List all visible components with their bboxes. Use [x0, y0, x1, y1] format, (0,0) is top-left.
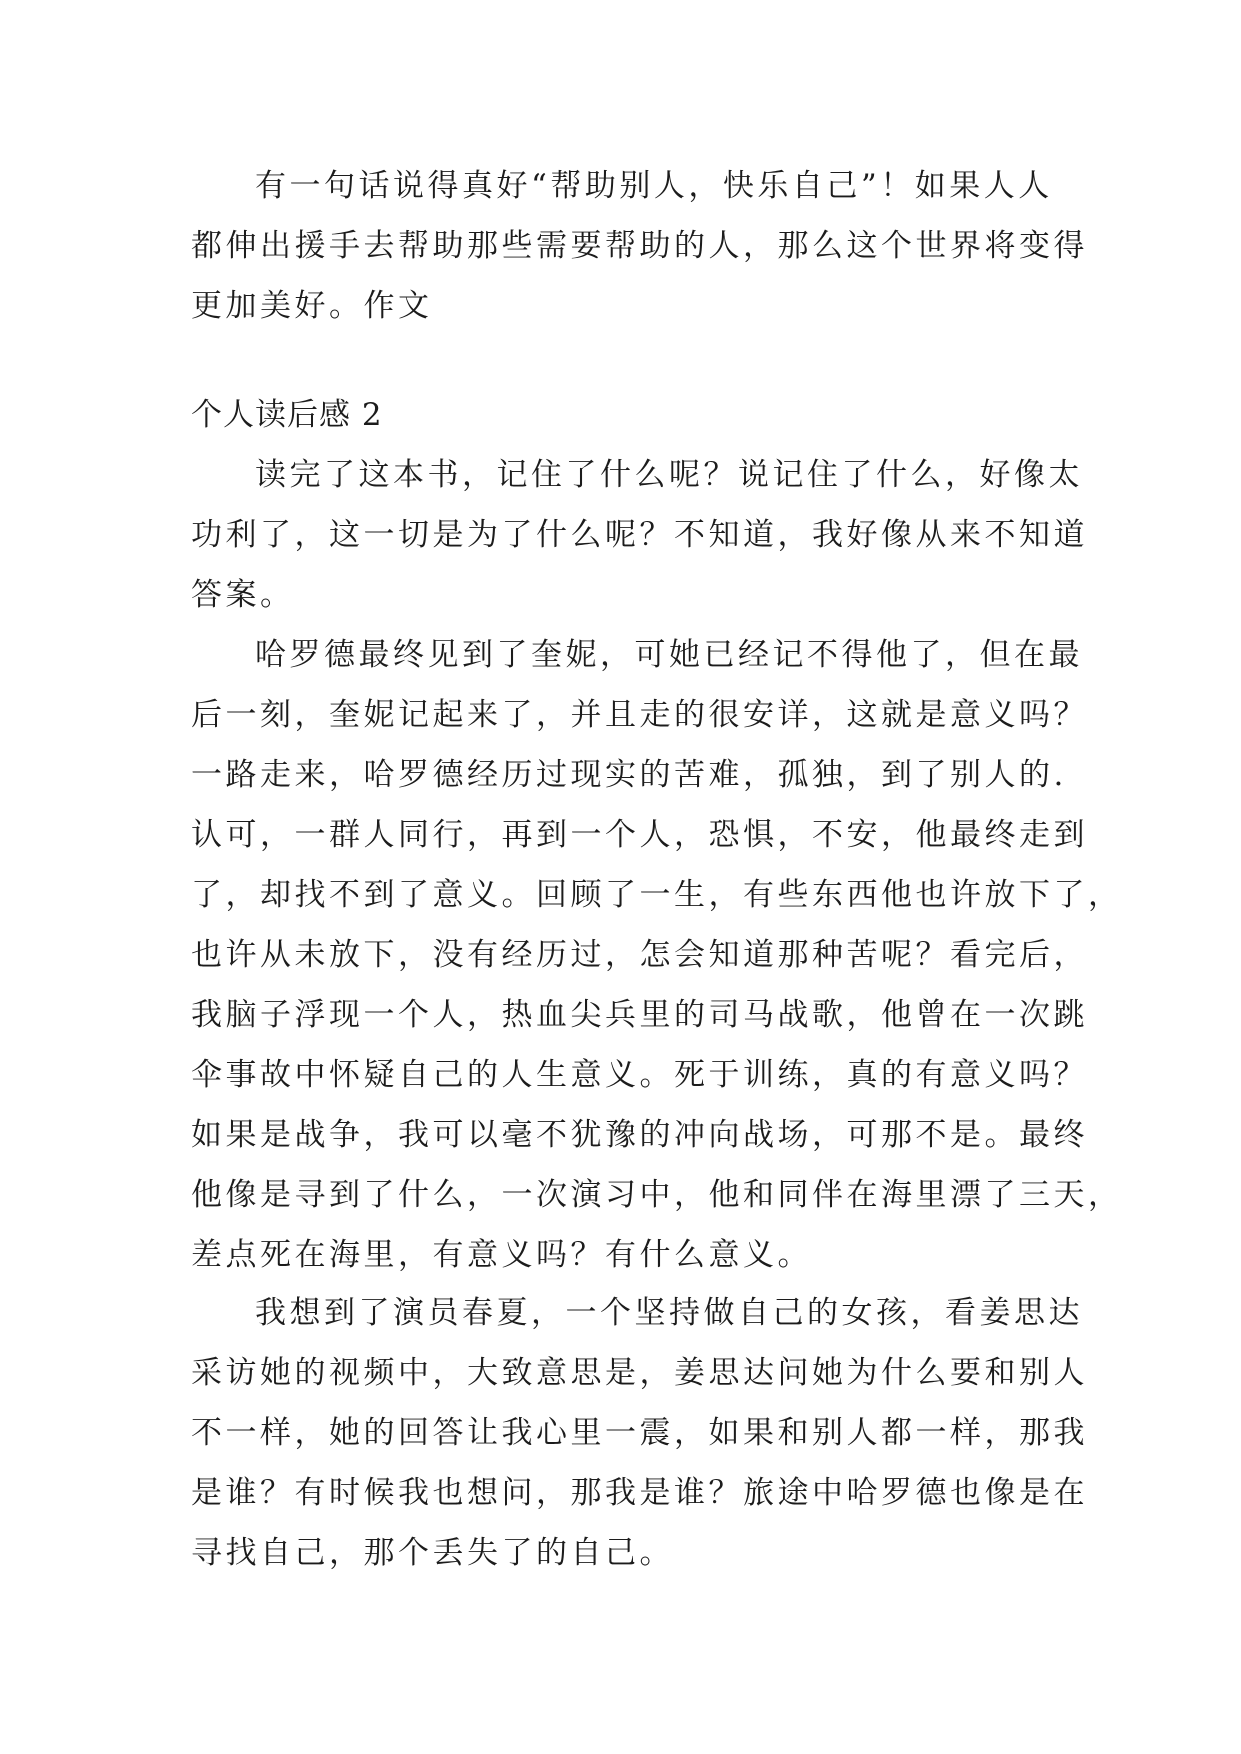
paragraph-line: 答案。	[191, 577, 295, 613]
paragraph-line: 寻找自己，那个丢失了的自己。	[191, 1535, 674, 1571]
paragraph-line: 后一刻，奎妮记起来了，并且走的很安详，这就是意义吗？	[191, 697, 1088, 733]
section-heading-text: 个人读后感 2	[191, 397, 383, 433]
paragraph-line: 认可，一群人同行，再到一个人，恐惧，不安，他最终走到	[191, 817, 1088, 853]
paragraph-line: 有一句话说得真好“帮助别人，快乐自己”！如果人人	[255, 168, 1053, 204]
paragraph-line: 哈罗德最终见到了奎妮，可她已经记不得他了，但在最	[255, 637, 1083, 673]
paragraph-line: 更加美好。作文	[191, 288, 433, 324]
section-heading	[191, 385, 1051, 445]
paragraph-line: 了，却找不到了意义。回顾了一生，有些东西他也许放下了，	[191, 877, 1123, 913]
paragraph-line: 读完了这本书，记住了什么呢？说记住了什么，好像太	[255, 457, 1083, 493]
paragraph-line: 都伸出援手去帮助那些需要帮助的人，那么这个世界将变得	[191, 228, 1088, 264]
paragraph-line: 他像是寻到了什么，一次演习中，他和同伴在海里漂了三天，	[191, 1177, 1123, 1213]
paragraph-line: 不一样，她的回答让我心里一震，如果和别人都一样，那我	[191, 1415, 1088, 1451]
paragraph-2	[191, 625, 1123, 1285]
paragraph-line: 如果是战争，我可以毫不犹豫的冲向战场，可那不是。最终	[191, 1117, 1088, 1153]
paragraph-line: 采访她的视频中，大致意思是，姜思达问她为什么要和别人	[191, 1355, 1088, 1391]
paragraph-line: 一路走来，哈罗德经历过现实的苦难，孤独，到了别人的.	[191, 757, 1067, 793]
paragraph-intro	[191, 156, 1088, 336]
paragraph-line: 伞事故中怀疑自己的人生意义。死于训练，真的有意义吗？	[191, 1057, 1088, 1093]
paragraph-line: 我想到了演员春夏，一个坚持做自己的女孩，看姜思达	[255, 1295, 1083, 1331]
paragraph-line: 差点死在海里，有意义吗？有什么意义。	[191, 1237, 812, 1273]
paragraph-line: 是谁？有时候我也想问，那我是谁？旅途中哈罗德也像是在	[191, 1475, 1088, 1511]
paragraph-1	[191, 445, 1088, 625]
paragraph-line: 也许从未放下，没有经历过，怎会知道那种苦呢？看完后，	[191, 937, 1088, 973]
paragraph-3	[191, 1283, 1088, 1583]
paragraph-line: 我脑子浮现一个人，热血尖兵里的司马战歌，他曾在一次跳	[191, 997, 1088, 1033]
paragraph-line: 功利了，这一切是为了什么呢？不知道，我好像从来不知道	[191, 517, 1088, 553]
